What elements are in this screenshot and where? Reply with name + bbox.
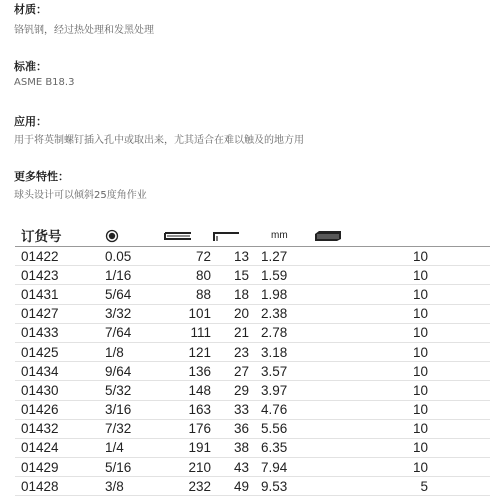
order-no-cell: 01424 <box>15 438 95 457</box>
short-arm-cell: 36 <box>211 419 249 438</box>
size-inch-cell: 1/4 <box>95 438 163 457</box>
order-no-cell: 01434 <box>15 362 95 381</box>
size-inch-cell: 7/64 <box>95 323 163 342</box>
quantity-cell: 10 <box>313 323 490 342</box>
short-arm-length-icon <box>211 230 241 242</box>
quantity-cell: 10 <box>313 419 490 438</box>
table-row <box>15 381 490 400</box>
size-inch-cell: 0.05 <box>95 247 163 266</box>
size-inch-cell: 5/64 <box>95 285 163 304</box>
short-arm-cell: 20 <box>211 304 249 323</box>
long-arm-cell: 136 <box>163 362 211 381</box>
size-mm-cell: 1.98 <box>249 285 313 304</box>
long-arm-cell: 101 <box>163 304 211 323</box>
table-row <box>15 362 490 381</box>
standard-text: ASME B18.3 <box>14 77 75 88</box>
short-arm-cell: 21 <box>211 323 249 342</box>
features-title: 更多特性： <box>14 170 69 183</box>
short-arm-cell: 38 <box>211 438 249 457</box>
order-no-cell: 01425 <box>15 342 95 361</box>
quantity-cell: 10 <box>313 266 490 285</box>
size-inch-cell: 9/64 <box>95 362 163 381</box>
size-mm-cell: 1.59 <box>249 266 313 285</box>
size-mm-cell: 9.53 <box>249 477 313 496</box>
mm-header: mm <box>249 224 313 247</box>
table-row <box>15 438 490 457</box>
table-row <box>15 323 490 342</box>
size-inch-cell: 3/32 <box>95 304 163 323</box>
order-no-cell: 01427 <box>15 304 95 323</box>
long-arm-cell: 72 <box>163 247 211 266</box>
size-mm-cell: 1.27 <box>249 247 313 266</box>
short-arm-cell: 15 <box>211 266 249 285</box>
size-mm-cell: 3.97 <box>249 381 313 400</box>
size-mm-cell: 2.78 <box>249 323 313 342</box>
long-arm-header <box>163 224 211 247</box>
order-no-cell: 01422 <box>15 247 95 266</box>
features-text: 球头设计可以倾斜25度角作业 <box>14 190 147 201</box>
long-arm-cell: 232 <box>163 477 211 496</box>
size-mm-cell: 6.35 <box>249 438 313 457</box>
quantity-cell: 5 <box>313 477 490 496</box>
short-arm-cell: 29 <box>211 381 249 400</box>
application-title: 应用： <box>14 115 47 128</box>
quantity-header <box>313 224 490 247</box>
table-row <box>15 477 490 496</box>
table-row <box>15 247 490 266</box>
quantity-cell: 10 <box>313 400 490 419</box>
size-mm-cell: 4.76 <box>249 400 313 419</box>
quantity-cell: 10 <box>313 304 490 323</box>
package-quantity-icon <box>313 230 343 242</box>
size-inch-cell: 3/8 <box>95 477 163 496</box>
short-arm-cell: 23 <box>211 342 249 361</box>
quantity-cell: 10 <box>313 381 490 400</box>
size-mm-cell: 2.38 <box>249 304 313 323</box>
short-arm-cell: 18 <box>211 285 249 304</box>
standard-title: 标准： <box>14 60 47 73</box>
long-arm-cell: 163 <box>163 400 211 419</box>
short-arm-cell: 33 <box>211 400 249 419</box>
size-mm-cell: 7.94 <box>249 458 313 477</box>
order-no-cell: 01428 <box>15 477 95 496</box>
quantity-cell: 10 <box>313 247 490 266</box>
short-arm-cell: 13 <box>211 247 249 266</box>
application-text: 用于将英制螺钉插入孔中或取出来，尤其适合在难以触及的地方用 <box>14 135 304 146</box>
quantity-cell: 10 <box>313 362 490 381</box>
long-arm-cell: 176 <box>163 419 211 438</box>
table-row <box>15 304 490 323</box>
size-mm-cell: 3.57 <box>249 362 313 381</box>
order-no-cell: 01433 <box>15 323 95 342</box>
order-no-cell: 01429 <box>15 458 95 477</box>
size-inch-cell: 5/16 <box>95 458 163 477</box>
order-no-cell: 01431 <box>15 285 95 304</box>
quantity-cell: 10 <box>313 458 490 477</box>
order-no-cell: 01430 <box>15 381 95 400</box>
table-row <box>15 342 490 361</box>
table-row <box>15 419 490 438</box>
material-title: 材质： <box>14 3 47 16</box>
long-arm-cell: 148 <box>163 381 211 400</box>
size-inch-cell: 5/32 <box>95 381 163 400</box>
order-no-cell: 01426 <box>15 400 95 419</box>
long-arm-cell: 191 <box>163 438 211 457</box>
table-row <box>15 400 490 419</box>
long-arm-cell: 121 <box>163 342 211 361</box>
quantity-cell: 10 <box>313 285 490 304</box>
short-arm-header <box>211 224 249 247</box>
material-text: 铬钒钢，经过热处理和发黑处理 <box>14 25 154 36</box>
spec-table <box>15 224 490 496</box>
diameter-header <box>95 224 163 247</box>
short-arm-cell: 43 <box>211 458 249 477</box>
quantity-cell: 10 <box>313 438 490 457</box>
size-inch-cell: 1/16 <box>95 266 163 285</box>
order-no-cell: 01423 <box>15 266 95 285</box>
size-inch-cell: 1/8 <box>95 342 163 361</box>
short-arm-cell: 27 <box>211 362 249 381</box>
long-arm-cell: 210 <box>163 458 211 477</box>
size-mm-cell: 5.56 <box>249 419 313 438</box>
quantity-cell: 10 <box>313 342 490 361</box>
order-no-header: 订货号 <box>15 224 95 247</box>
order-no-cell: 01432 <box>15 419 95 438</box>
long-arm-cell: 88 <box>163 285 211 304</box>
short-arm-cell: 49 <box>211 477 249 496</box>
size-inch-cell: 7/32 <box>95 419 163 438</box>
size-inch-cell: 3/16 <box>95 400 163 419</box>
long-arm-length-icon <box>163 230 193 242</box>
long-arm-cell: 111 <box>163 323 211 342</box>
table-row <box>15 458 490 477</box>
long-arm-cell: 80 <box>163 266 211 285</box>
ball-hex-size-icon <box>105 229 119 243</box>
table-row <box>15 266 490 285</box>
table-row <box>15 285 490 304</box>
table-header-row <box>15 224 490 247</box>
size-mm-cell: 3.18 <box>249 342 313 361</box>
